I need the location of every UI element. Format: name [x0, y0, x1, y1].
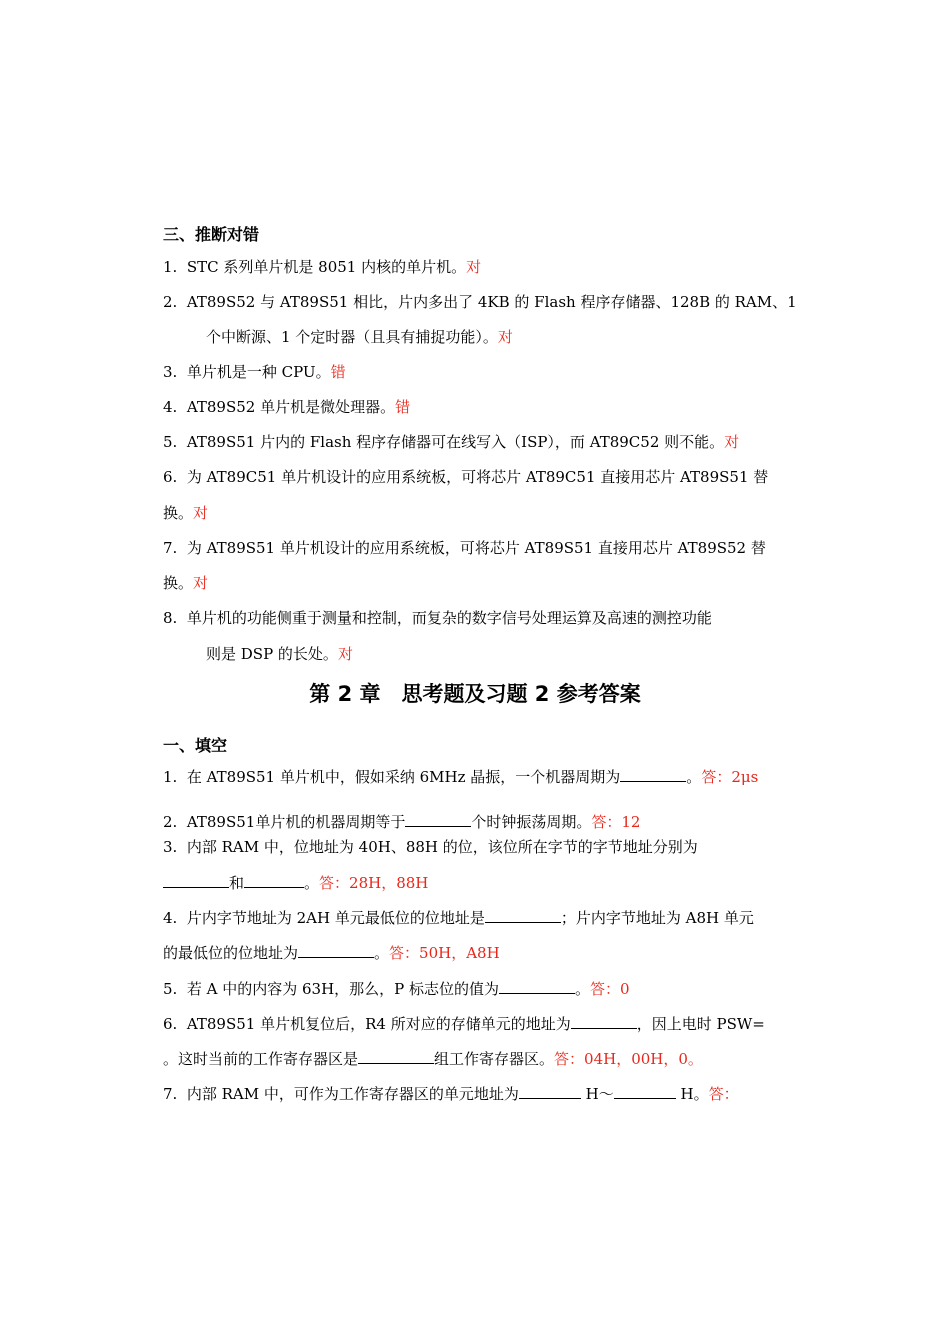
chapter-title: 第 2 章 思考题及习题 2 参考答案	[309, 682, 641, 706]
answer-blank	[405, 812, 471, 827]
fill-question-4-cont: 的最低位的位地址为 。答：50H，A8H	[163, 944, 500, 962]
answer-text: 答：	[708, 1085, 739, 1103]
answer-blank	[298, 943, 374, 958]
answer-blank	[571, 1014, 637, 1029]
answer-mark: 对	[497, 328, 513, 346]
fill-question-6: 6. AT89S51 单片机复位后，R4 所对应的存储单元的地址为 ，因上电时 PSW=	[163, 1015, 765, 1033]
judgement-item-3: 3. 单片机是一种 CPU。错	[163, 363, 346, 381]
fill-question-7: 7. 内部 RAM 中，可作为工作寄存器区的单元地址为 H～ H。答：	[163, 1085, 739, 1103]
answer-text: 答：0	[590, 980, 630, 998]
answer-blank	[244, 873, 304, 888]
answer-mark: 错	[395, 398, 411, 416]
answer-blank	[519, 1084, 581, 1099]
judgement-item-2: 2. AT89S52 与 AT89S51 相比，片内多出了 4KB 的 Flash 程序存储器、128B 的 RAM、1	[163, 293, 797, 311]
fill-question-4: 4. 片内字节地址为 2AH 单元最低位的位地址是 ；片内字节地址为 A8H 单元	[163, 909, 754, 927]
judgement-item-6: 6. 为 AT89C51 单片机设计的应用系统板，可将芯片 AT89C51 直接用芯片 AT89S51 替	[163, 468, 769, 486]
judgement-item-6-cont: 换。对	[163, 504, 209, 522]
answer-text: 答：12	[591, 813, 641, 831]
answer-mark: 对	[337, 645, 353, 663]
answer-text: 答：28H，88H	[319, 874, 429, 892]
section-heading-judgement: 三、推断对错	[163, 225, 260, 244]
judgement-item-4: 4. AT89S52 单片机是微处理器。错	[163, 398, 411, 416]
answer-blank	[499, 979, 575, 994]
answer-mark: 对	[193, 504, 209, 522]
answer-mark: 对	[724, 433, 740, 451]
answer-blank	[485, 908, 561, 923]
answer-blank	[163, 873, 229, 888]
answer-mark: 对	[466, 258, 482, 276]
judgement-item-8: 8. 单片机的功能侧重于测量和控制，而复杂的数字信号处理运算及高速的测控功能	[163, 609, 712, 627]
answer-text: 答：2μs	[701, 768, 759, 786]
answer-blank	[358, 1049, 434, 1064]
fill-question-6-cont: 。这时当前的工作寄存器区是 组工作寄存器区。答：04H，00H，0。	[163, 1050, 703, 1068]
answer-text: 答：04H，00H，0。	[554, 1050, 703, 1068]
answer-text: 答：50H，A8H	[389, 944, 500, 962]
answer-blank	[614, 1084, 676, 1099]
fill-question-3: 3. 内部 RAM 中，位地址为 40H、88H 的位，该位所在字节的字节地址分别为	[163, 838, 698, 856]
section-heading-fill-in: 一、填空	[163, 736, 228, 755]
judgement-item-8-cont: 则是 DSP 的长处。对	[206, 645, 353, 663]
answer-blank	[620, 767, 686, 782]
judgement-item-1: 1. STC 系列单片机是 8051 内核的单片机。对	[163, 258, 482, 276]
fill-question-3-cont: 和 。答：28H，88H	[163, 873, 793, 893]
judgement-item-5: 5. AT89S51 片内的 Flash 程序存储器可在线写入（ISP），而 AT89C52 则不能。对	[163, 433, 740, 451]
fill-question-1: 1. 在 AT89S51 单片机中，假如采纳 6MHz 晶振，一个机器周期为 。答：2μs	[163, 768, 759, 786]
judgement-item-2-cont: 个中断源、1 个定时器（且具有捕捉功能）。对	[206, 328, 513, 346]
answer-mark: 错	[330, 363, 346, 381]
judgement-item-7-cont: 换。对	[163, 574, 209, 592]
fill-question-2: 2. AT89S51单片机的机器周期等于 个时钟振荡周期。答：12	[163, 813, 641, 831]
fill-question-5: 5. 若 A 中的内容为 63H，那么，P 标志位的值为 。答：0	[163, 980, 630, 998]
answer-mark: 对	[193, 574, 209, 592]
judgement-item-7: 7. 为 AT89S51 单片机设计的应用系统板，可将芯片 AT89S51 直接用芯片 AT89S52 替	[163, 539, 766, 557]
